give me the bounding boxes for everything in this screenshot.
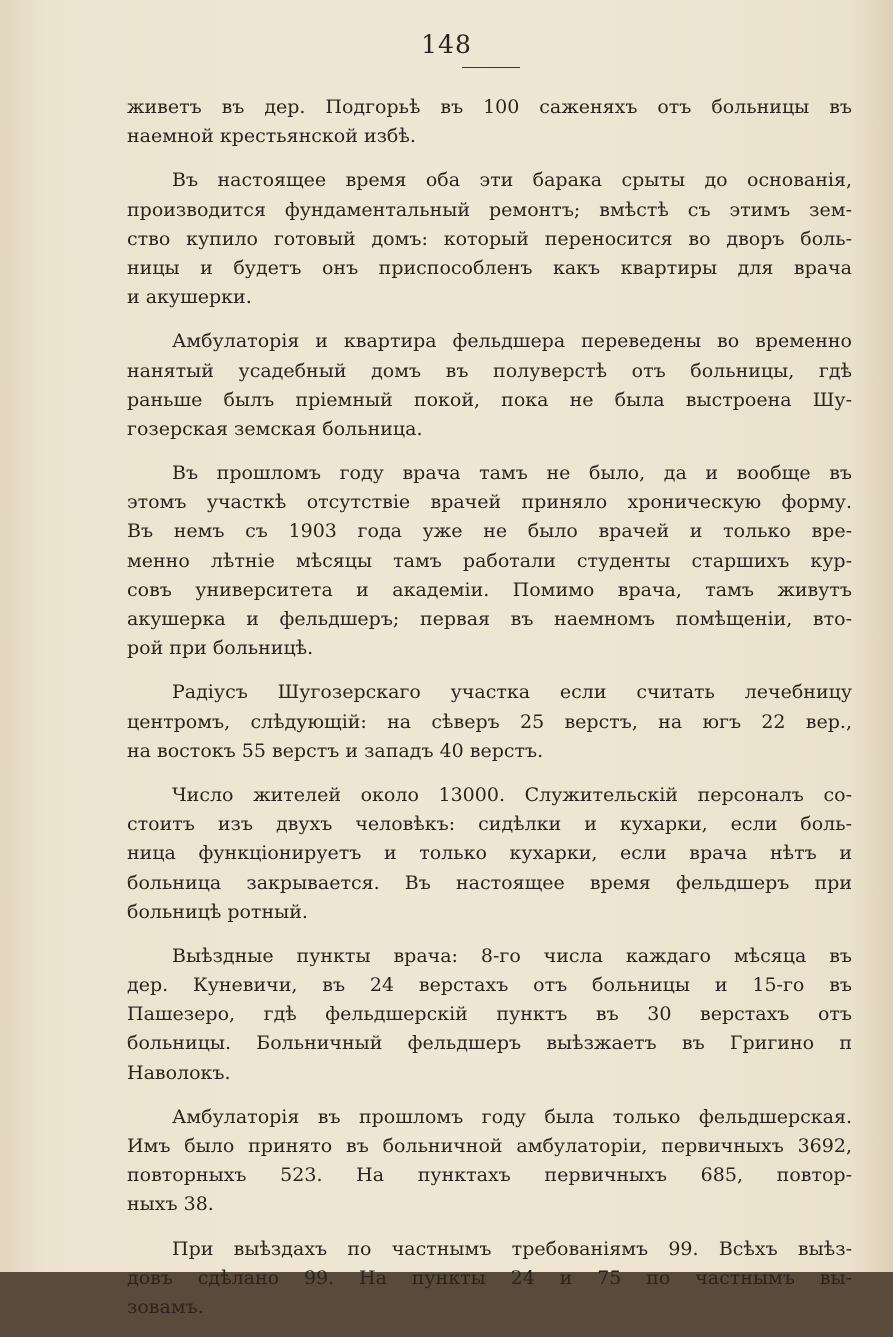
text-line: Амбулаторія въ прошломъ году была только фельдшерская. xyxy=(172,1105,852,1128)
paragraph xyxy=(127,327,852,444)
text-line: ницы и будетъ онъ приспособленъ какъ квартиры для врача xyxy=(127,256,852,279)
text-line: больницѣ ротный. xyxy=(127,900,308,923)
text-line: ница функціонируетъ и только кухарки, если врача нѣтъ и xyxy=(127,842,852,865)
text-line: Имъ было принято въ больничной амбулаторіи, первичныхъ 3692, xyxy=(127,1135,852,1157)
text-line: Наволокъ. xyxy=(127,1061,231,1084)
text-line: центромъ, слѣдующій: на сѣверъ 25 верстъ, на югъ 22 вер., xyxy=(127,710,852,733)
text-line: на востокъ 55 верстъ и западъ 40 верстъ. xyxy=(127,739,544,762)
text-line: живетъ въ дер. Подгорьѣ въ 100 саженяхъ отъ больницы въ xyxy=(127,96,852,118)
paragraph xyxy=(127,459,852,663)
text-line: Число жителей около 13000. Служительскій персоналъ со- xyxy=(172,783,852,806)
text-line: наемной крестьянской избѣ. xyxy=(127,125,416,148)
text-line: и акушерки. xyxy=(127,286,252,309)
text-line: повторныхъ 523. На пунктахъ первичныхъ 685, повтор- xyxy=(127,1164,852,1187)
text-line: Въ немъ съ 1903 года уже не было врачей и только вре- xyxy=(127,520,852,543)
page-number-rule xyxy=(462,67,520,68)
text-line: дер. Куневичи, въ 24 верстахъ отъ больницы и 15-го въ xyxy=(127,974,852,997)
paragraph xyxy=(127,166,852,312)
text-line: стоитъ изъ двухъ человѣкъ: сидѣлки и кухарки, если боль- xyxy=(127,813,852,836)
paragraph xyxy=(127,1235,852,1323)
text-line: Пашезеро, гдѣ фельдшерскій пунктъ въ 30 верстахъ отъ xyxy=(127,1003,852,1026)
text-line: Радіусъ Шугозерскаго участка если считать лечебницу xyxy=(172,681,852,704)
paragraph xyxy=(127,781,852,927)
text-line: Въ прошломъ году врача тамъ не было, да и вообще въ xyxy=(172,462,852,485)
text-line: акушерка и фельдшеръ; первая въ наемномъ помѣщеніи, вто- xyxy=(127,608,852,630)
text-line: нанятый усадебный домъ въ полуверстѣ отъ больницы, гдѣ xyxy=(127,359,852,382)
text-line: зовамъ. xyxy=(127,1295,204,1318)
text-line: При выѣздахъ по частнымъ требованіямъ 99. Всѣхъ выѣз- xyxy=(172,1237,852,1260)
text-line: гозерская земская больница. xyxy=(127,417,423,440)
text-line: рой при больницѣ. xyxy=(127,637,314,660)
text-line: менно лѣтніе мѣсяцы тамъ работали студенты старшихъ кур- xyxy=(127,549,852,572)
paragraph xyxy=(127,93,852,151)
text-line: Въ настоящее время оба эти барака срыты до основанія, xyxy=(172,169,852,192)
paragraph xyxy=(127,942,852,1088)
text-line: больница закрывается. Въ настоящее время фельдшеръ при xyxy=(127,871,852,894)
text-line: производится фундаментальный ремонтъ; вмѣстѣ съ этимъ зем- xyxy=(127,198,852,221)
text-line: больницы. Больничный фельдшеръ выѣзжаетъ въ Григино п xyxy=(127,1032,852,1055)
text-line: ство купило готовый домъ: который переносится во дворъ боль- xyxy=(127,227,852,250)
text-line: Амбулаторія и квартира фельдшера переведены во временно xyxy=(172,330,852,353)
text-line: совъ университета и академіи. Помимо врача, тамъ живутъ xyxy=(127,578,852,601)
text-line: этомъ участкѣ отсутствіе врачей приняло хроническую форму. xyxy=(127,491,852,514)
text-line: ныхъ 38. xyxy=(127,1193,214,1216)
text-line: довъ сдѣлано 99. На пункты 24 и 75 по частнымъ вы- xyxy=(127,1266,852,1289)
body-text xyxy=(127,93,852,1337)
text-line: Выѣздные пункты врача: 8-го числа каждаго мѣсяца въ xyxy=(172,944,852,967)
page-number: 148 xyxy=(421,30,472,59)
paragraph xyxy=(127,678,852,766)
text-line: раньше былъ пріемный покой, пока не была выстроена Шу- xyxy=(127,388,852,411)
paragraph xyxy=(127,1103,852,1220)
